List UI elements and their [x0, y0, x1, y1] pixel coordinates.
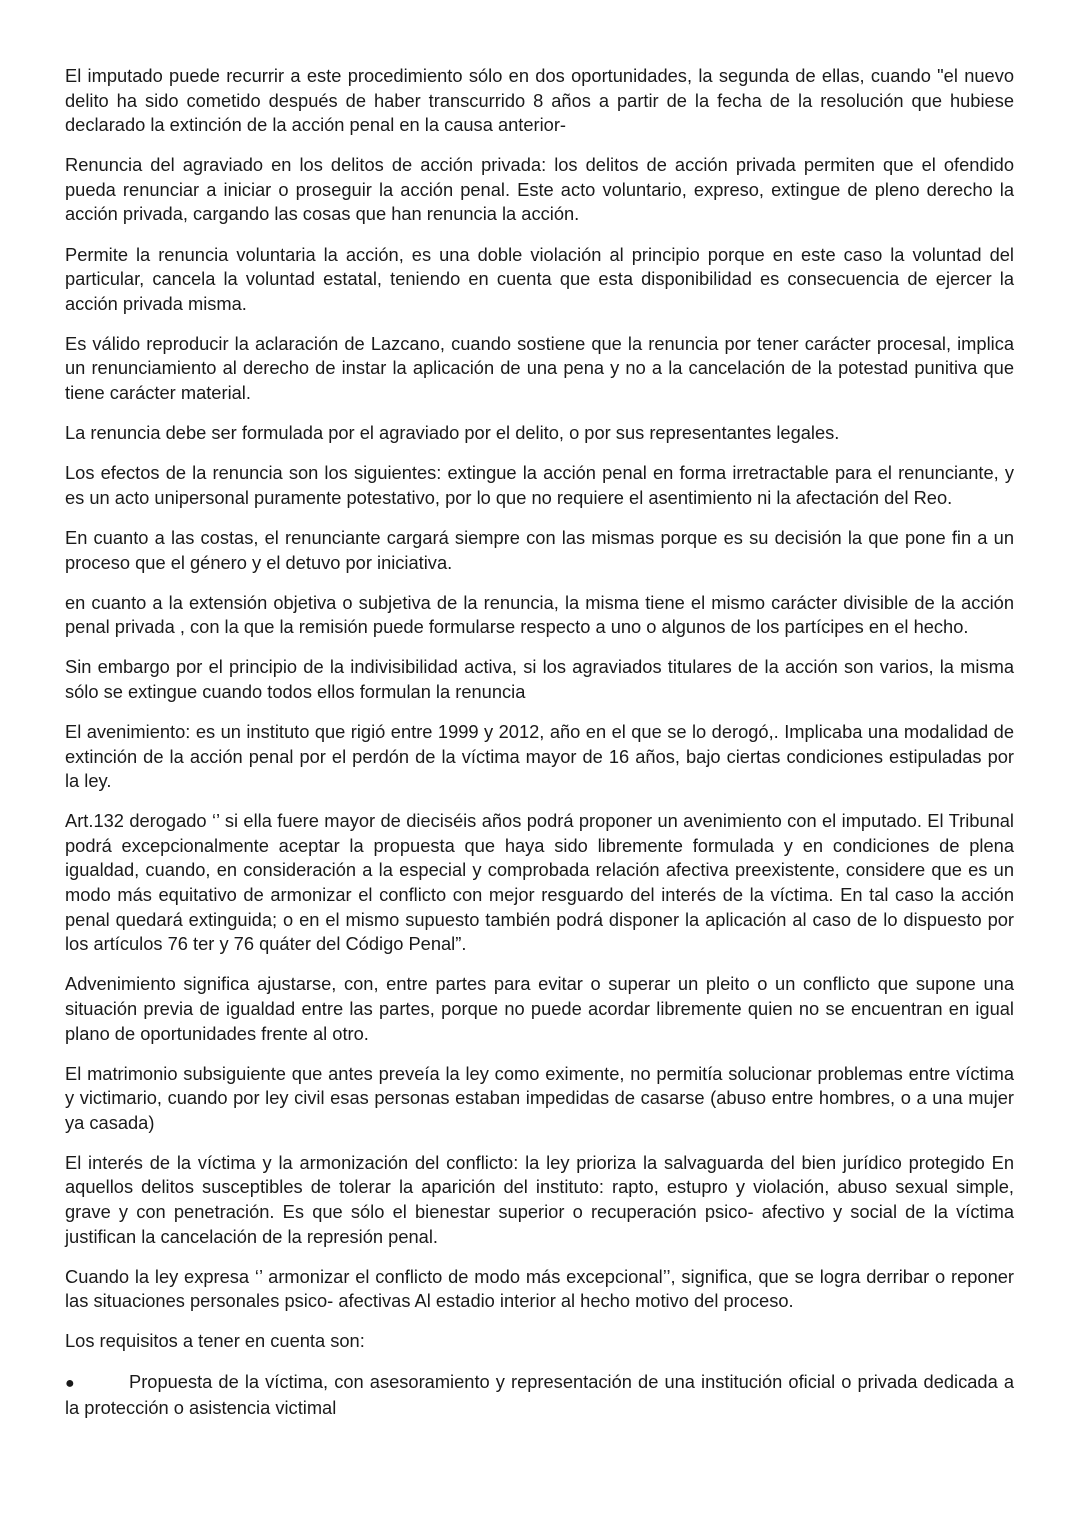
- paragraph-2: Renuncia del agraviado en los delitos de acción privada: los delitos de acción privada permiten que el ofendido pueda renunciar a iniciar o proseguir la acción penal. Este acto voluntario, expreso, extingue de pleno derecho la acción privada, cargando las cosas que han renuncia la acción.: [65, 154, 1014, 225]
- bullet-dot-icon: ●: [65, 1374, 75, 1392]
- document-page: [65, 64, 1014, 1421]
- bullet-item-1: [65, 1370, 1014, 1421]
- paragraph-13: El matrimonio subsiguiente que antes preveía la ley como eximente, no permitía solucionar problemas entre víctima y victimario, cuando por ley civil esas personas estaban impedidas de casarse (abuso entre hombres, o a una mujer ya casada): [65, 1062, 1014, 1133]
- bullet-item-text: Propuesta de la víctima, con asesoramiento y representación de una institución oficial o privada dedicada a la protección o asistencia victimal: [65, 1370, 1014, 1419]
- paragraph-3: Permite la renuncia voluntaria la acción, es una doble violación al principio porque en este caso la voluntad del particular, cancela la voluntad estatal, teniendo en cuenta que esta disponibilidad es consecuencia de ejercer la acción privada misma.: [65, 243, 1014, 314]
- paragraph-11: Art.132 derogado ‘’ si ella fuere mayor de dieciséis años podrá proponer un avenimiento con el imputado. El Tribunal podrá excepcionalmente aceptar la propuesta que haya sido libremente formulada y en condiciones de plena igualdad, cuando, en consideración a la especial y comprobada relación afectiva preexistente, considere que es un modo más equitativo de armonizar el conflicto con mejor resguardo del interés de la víctima. En tal caso la acción penal quedará extinguida; o en el mismo supuesto también podrá disponer la aplicación al caso de lo dispuesto por los artículos 76 ter y 76 quáter del Código Penal”.: [65, 810, 1014, 955]
- paragraph-15: Cuando la ley expresa ‘’ armonizar el conflicto de modo más excepcional’’, significa, que se logra derribar o reponer las situaciones personales psico- afectivas Al estadio interior al hecho motivo del proceso.: [65, 1265, 1014, 1312]
- paragraph-8: en cuanto a la extensión objetiva o subjetiva de la renuncia, la misma tiene el mismo carácter divisible de la acción penal privada , con la que la remisión puede formularse respecto a uno o algunos de los partícipes en el hecho.: [65, 591, 1014, 638]
- paragraph-10: El avenimiento: es un instituto que rigió entre 1999 y 2012, año en el que se lo derogó,. Implicaba una modalidad de extinción de la acción penal por el perdón de la víctima mayor de 16 años, bajo ciertas condiciones estipuladas por la ley.: [65, 720, 1014, 792]
- paragraph-14: El interés de la víctima y la armonización del conflicto: la ley prioriza la salvaguarda del bien jurídico protegido En aquellos delitos susceptibles de tolerar la aparición del instituto: rapto, estupro y violación, abuso sexual simple, grave y con penetración. Es que sólo el bienestar superior o recuperación psico- afectivo y social de la víctima justifican la cancelación de la represión penal.: [65, 1151, 1014, 1247]
- paragraph-6: Los efectos de la renuncia son los siguientes: extingue la acción penal en forma irretractable para el renunciante, y es un acto unipersonal puramente potestativo, por lo que no requiere el asentimiento ni la afectación del Reo.: [65, 462, 1014, 508]
- paragraph-12: Advenimiento significa ajustarse, con, entre partes para evitar o superar un pleito o un conflicto que supone una situación previa de igualdad entre las partes, porque no puede acordar libremente quien no se encuentran en igual plano de oportunidades frente al otro.: [65, 973, 1014, 1044]
- paragraph-16: Los requisitos a tener en cuenta son:: [65, 1330, 365, 1352]
- paragraph-5: La renuncia debe ser formulada por el agraviado por el delito, o por sus representantes legales.: [65, 422, 840, 444]
- paragraph-9: Sin embargo por el principio de la indivisibilidad activa, si los agraviados titulares de la acción son varios, la misma sólo se extingue cuando todos ellos formulan la renuncia: [65, 656, 1014, 702]
- paragraph-1: El imputado puede recurrir a este procedimiento sólo en dos oportunidades, la segunda de ellas, cuando "el nuevo delito ha sido cometido después de haber transcurrido 8 años a partir de la fecha de la resolución que hubiese declarado la extinción de la acción penal en la causa anterior-: [65, 65, 1014, 136]
- paragraph-4: Es válido reproducir la aclaración de Lazcano, cuando sostiene que la renuncia por tener carácter procesal, implica un renunciamiento al derecho de instar la aplicación de una pena y no a la cancelación de la potestad punitiva que tiene carácter material.: [65, 332, 1014, 404]
- paragraph-7: En cuanto a las costas, el renunciante cargará siempre con las mismas porque es su decisión la que pone fin a un proceso que el género y el detuvo por iniciativa.: [65, 526, 1014, 573]
